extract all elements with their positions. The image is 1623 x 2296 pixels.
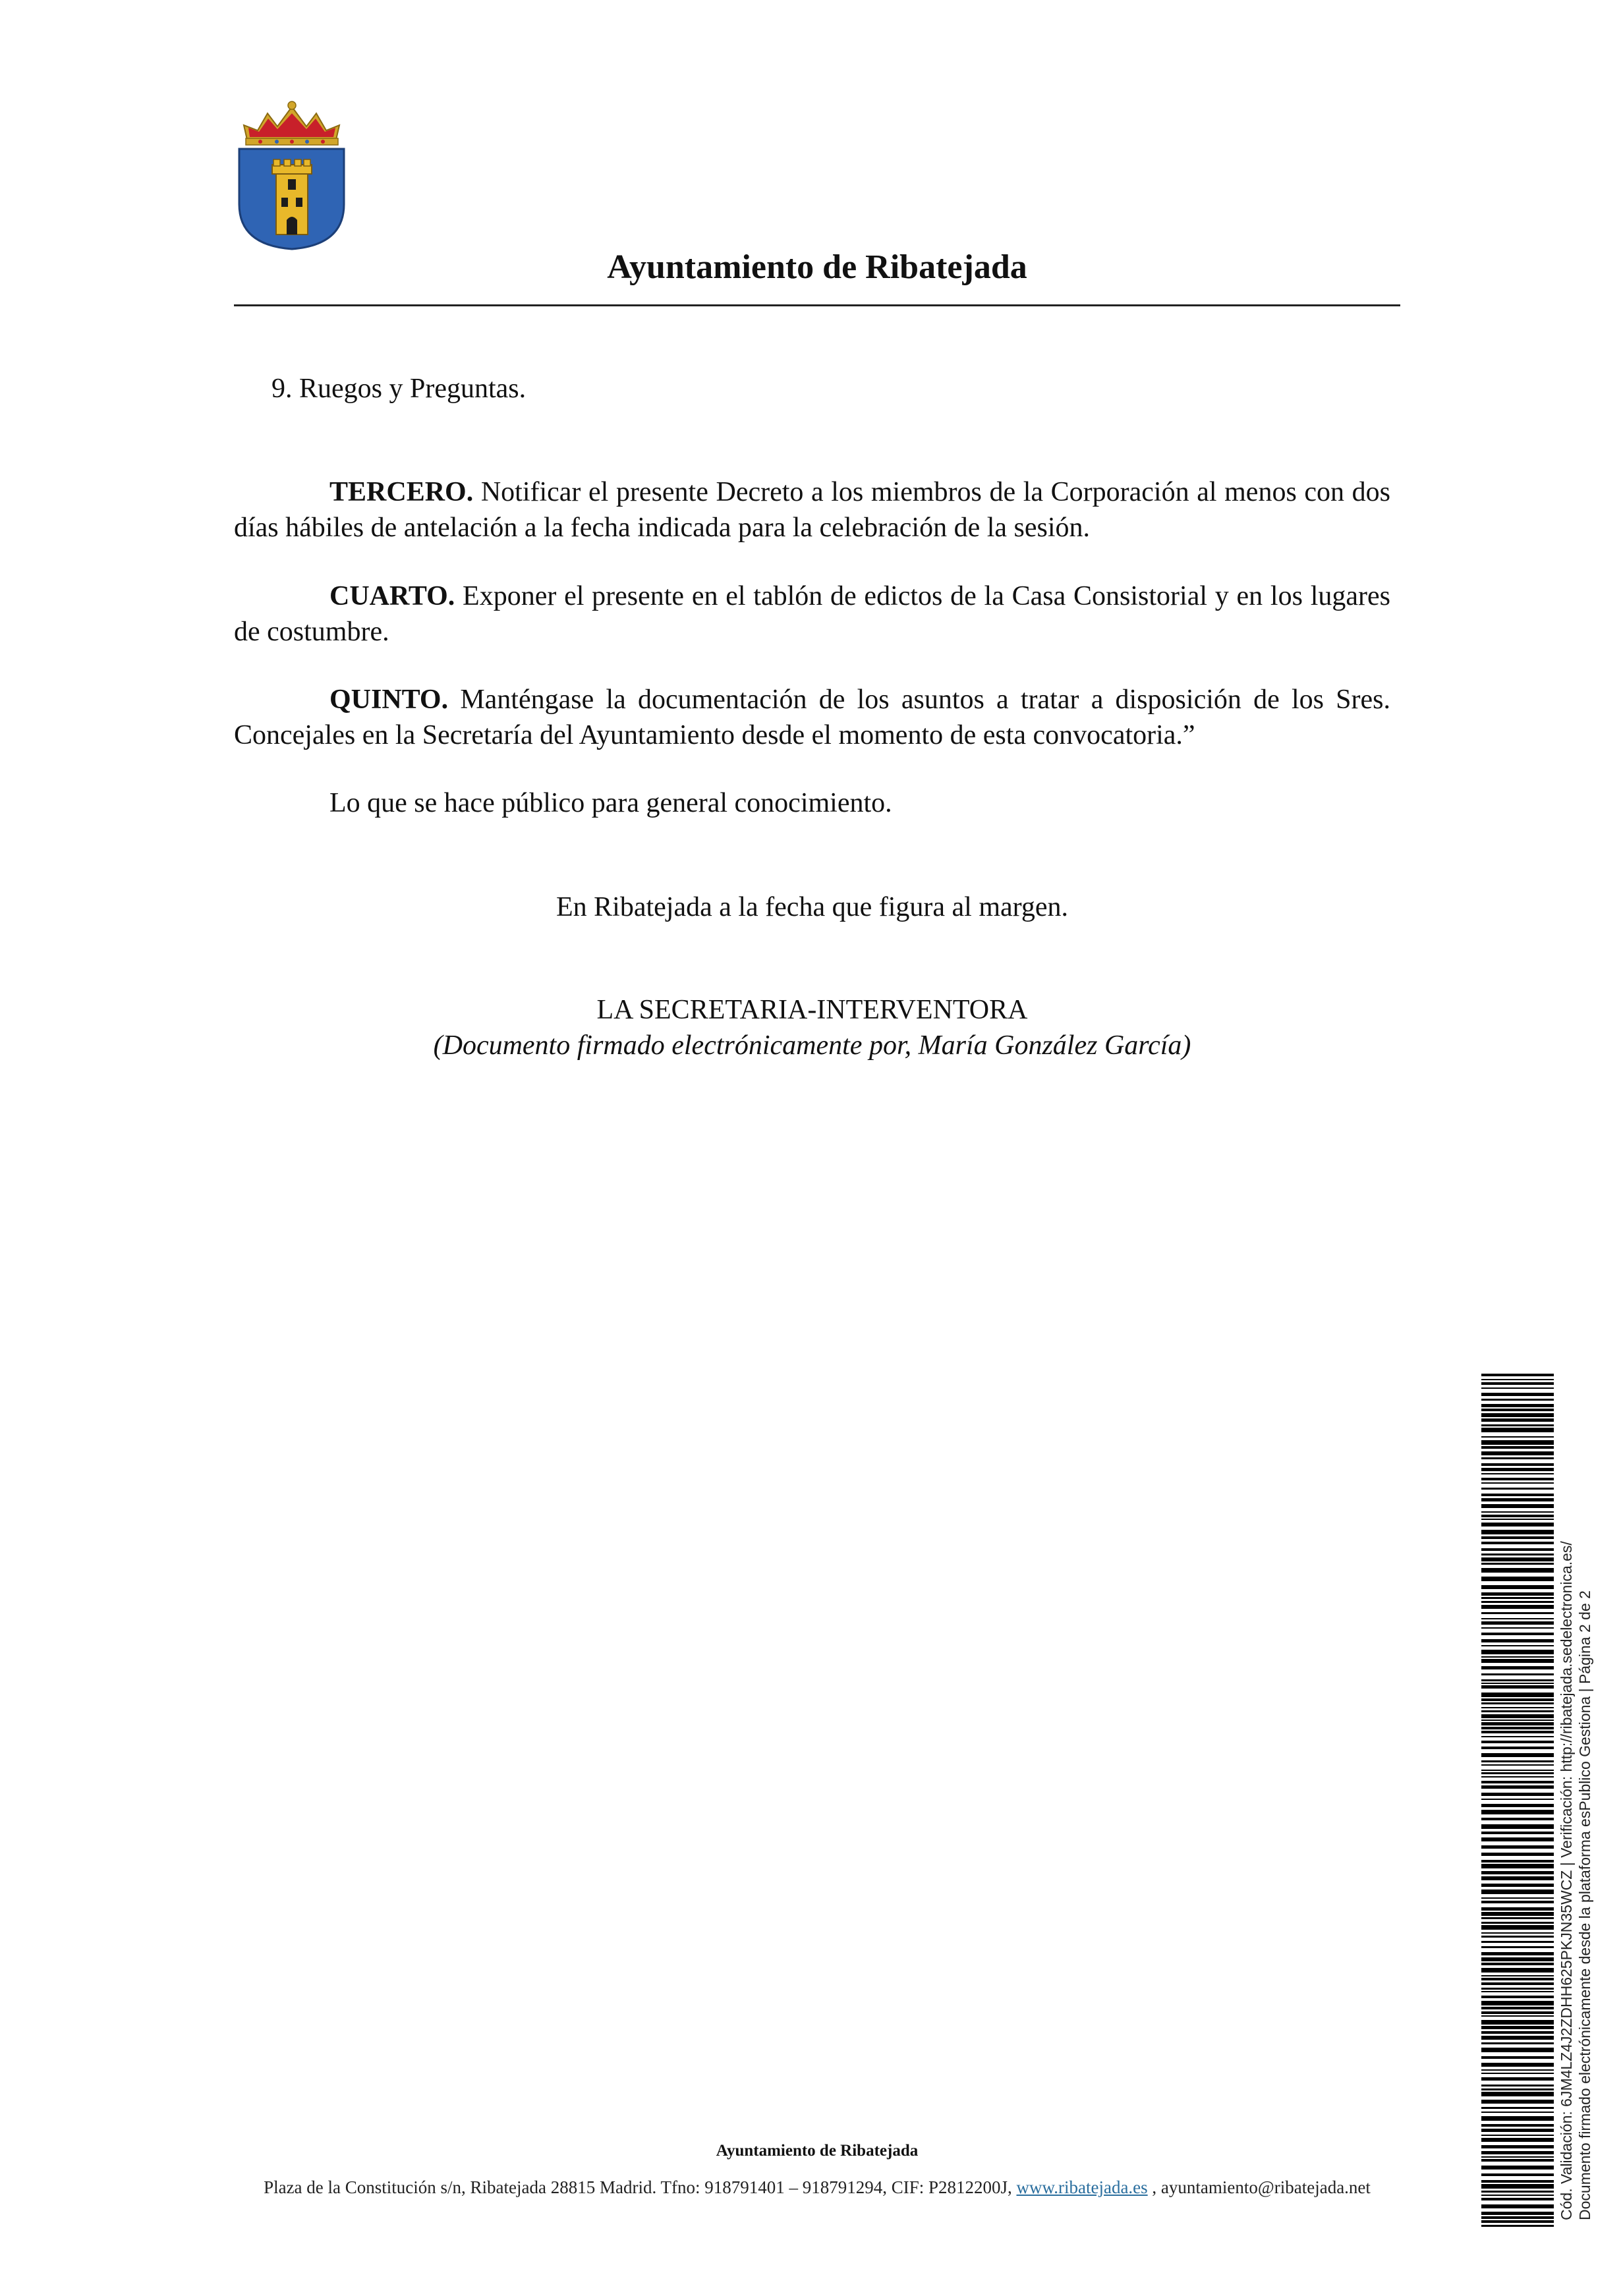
paragraph-cuarto	[234, 578, 1390, 650]
cuarto-label: CUARTO.	[329, 581, 455, 611]
quinto-text: Manténgase la documentación de los asuntos a tratar a disposición de los Sres. Concejales en la Secretaría del Ayuntamiento desde el momento de esta convocatoria.”	[234, 685, 1390, 750]
paragraph-publico: Lo que se hace público para general conocimiento.	[329, 788, 892, 818]
paragraph-quinto	[234, 682, 1390, 753]
footer-email-separator: ,	[1147, 2177, 1161, 2197]
agenda-item-9: 9. Ruegos y Preguntas.	[271, 374, 527, 404]
signer-title: LA SECRETARIA-INTERVENTORA	[596, 995, 1028, 1025]
paragraph-tercero	[234, 474, 1390, 546]
verification-line-1: Cód. Validación: 6JM4LZ4J2ZDHH625PKJN35WCZ | Verificación: http://ribatejada.sedelectronica.es/	[1558, 1541, 1575, 2220]
coat-of-arms-icon	[234, 99, 349, 250]
place-date-line: En Ribatejada a la fecha que figura al margen.	[555, 892, 1069, 922]
tercero-label: TERCERO.	[329, 477, 474, 507]
footer-name: Ayuntamiento de Ribatejada	[716, 2142, 919, 2160]
verification-line-2: Documento firmado electrónicamente desde la plataforma esPublico Gestiona | Página 2 de 2	[1576, 1590, 1593, 2220]
footer-website-link[interactable]: www.ribatejada.es	[1016, 2177, 1148, 2197]
signature-note: (Documento firmado electrónicamente por, María González García)	[433, 1030, 1191, 1061]
header-title: Ayuntamiento de Ribatejada	[607, 248, 1027, 286]
cuarto-text: Exponer el presente en el tablón de edictos de la Casa Consistorial y en los lugares de costumbre.	[234, 581, 1390, 647]
footer-address	[234, 2177, 1400, 2198]
footer-address-text: Plaza de la Constitución s/n, Ribatejada 28815 Madrid. Tfno: 918791401 – 918791294, CIF: P2812200J,	[264, 2177, 1017, 2197]
header-divider	[234, 304, 1400, 306]
tercero-text: Notificar el presente Decreto a los miembros de la Corporación al menos con dos días hábiles de antelación a la fecha indicada para la celebración de la sesión.	[234, 477, 1390, 543]
quinto-label: QUINTO.	[329, 685, 449, 715]
verification-text	[1557, 1541, 1594, 2220]
barcode-icon	[1481, 1374, 1554, 2227]
footer-email: ayuntamiento@ribatejada.net	[1160, 2177, 1371, 2197]
